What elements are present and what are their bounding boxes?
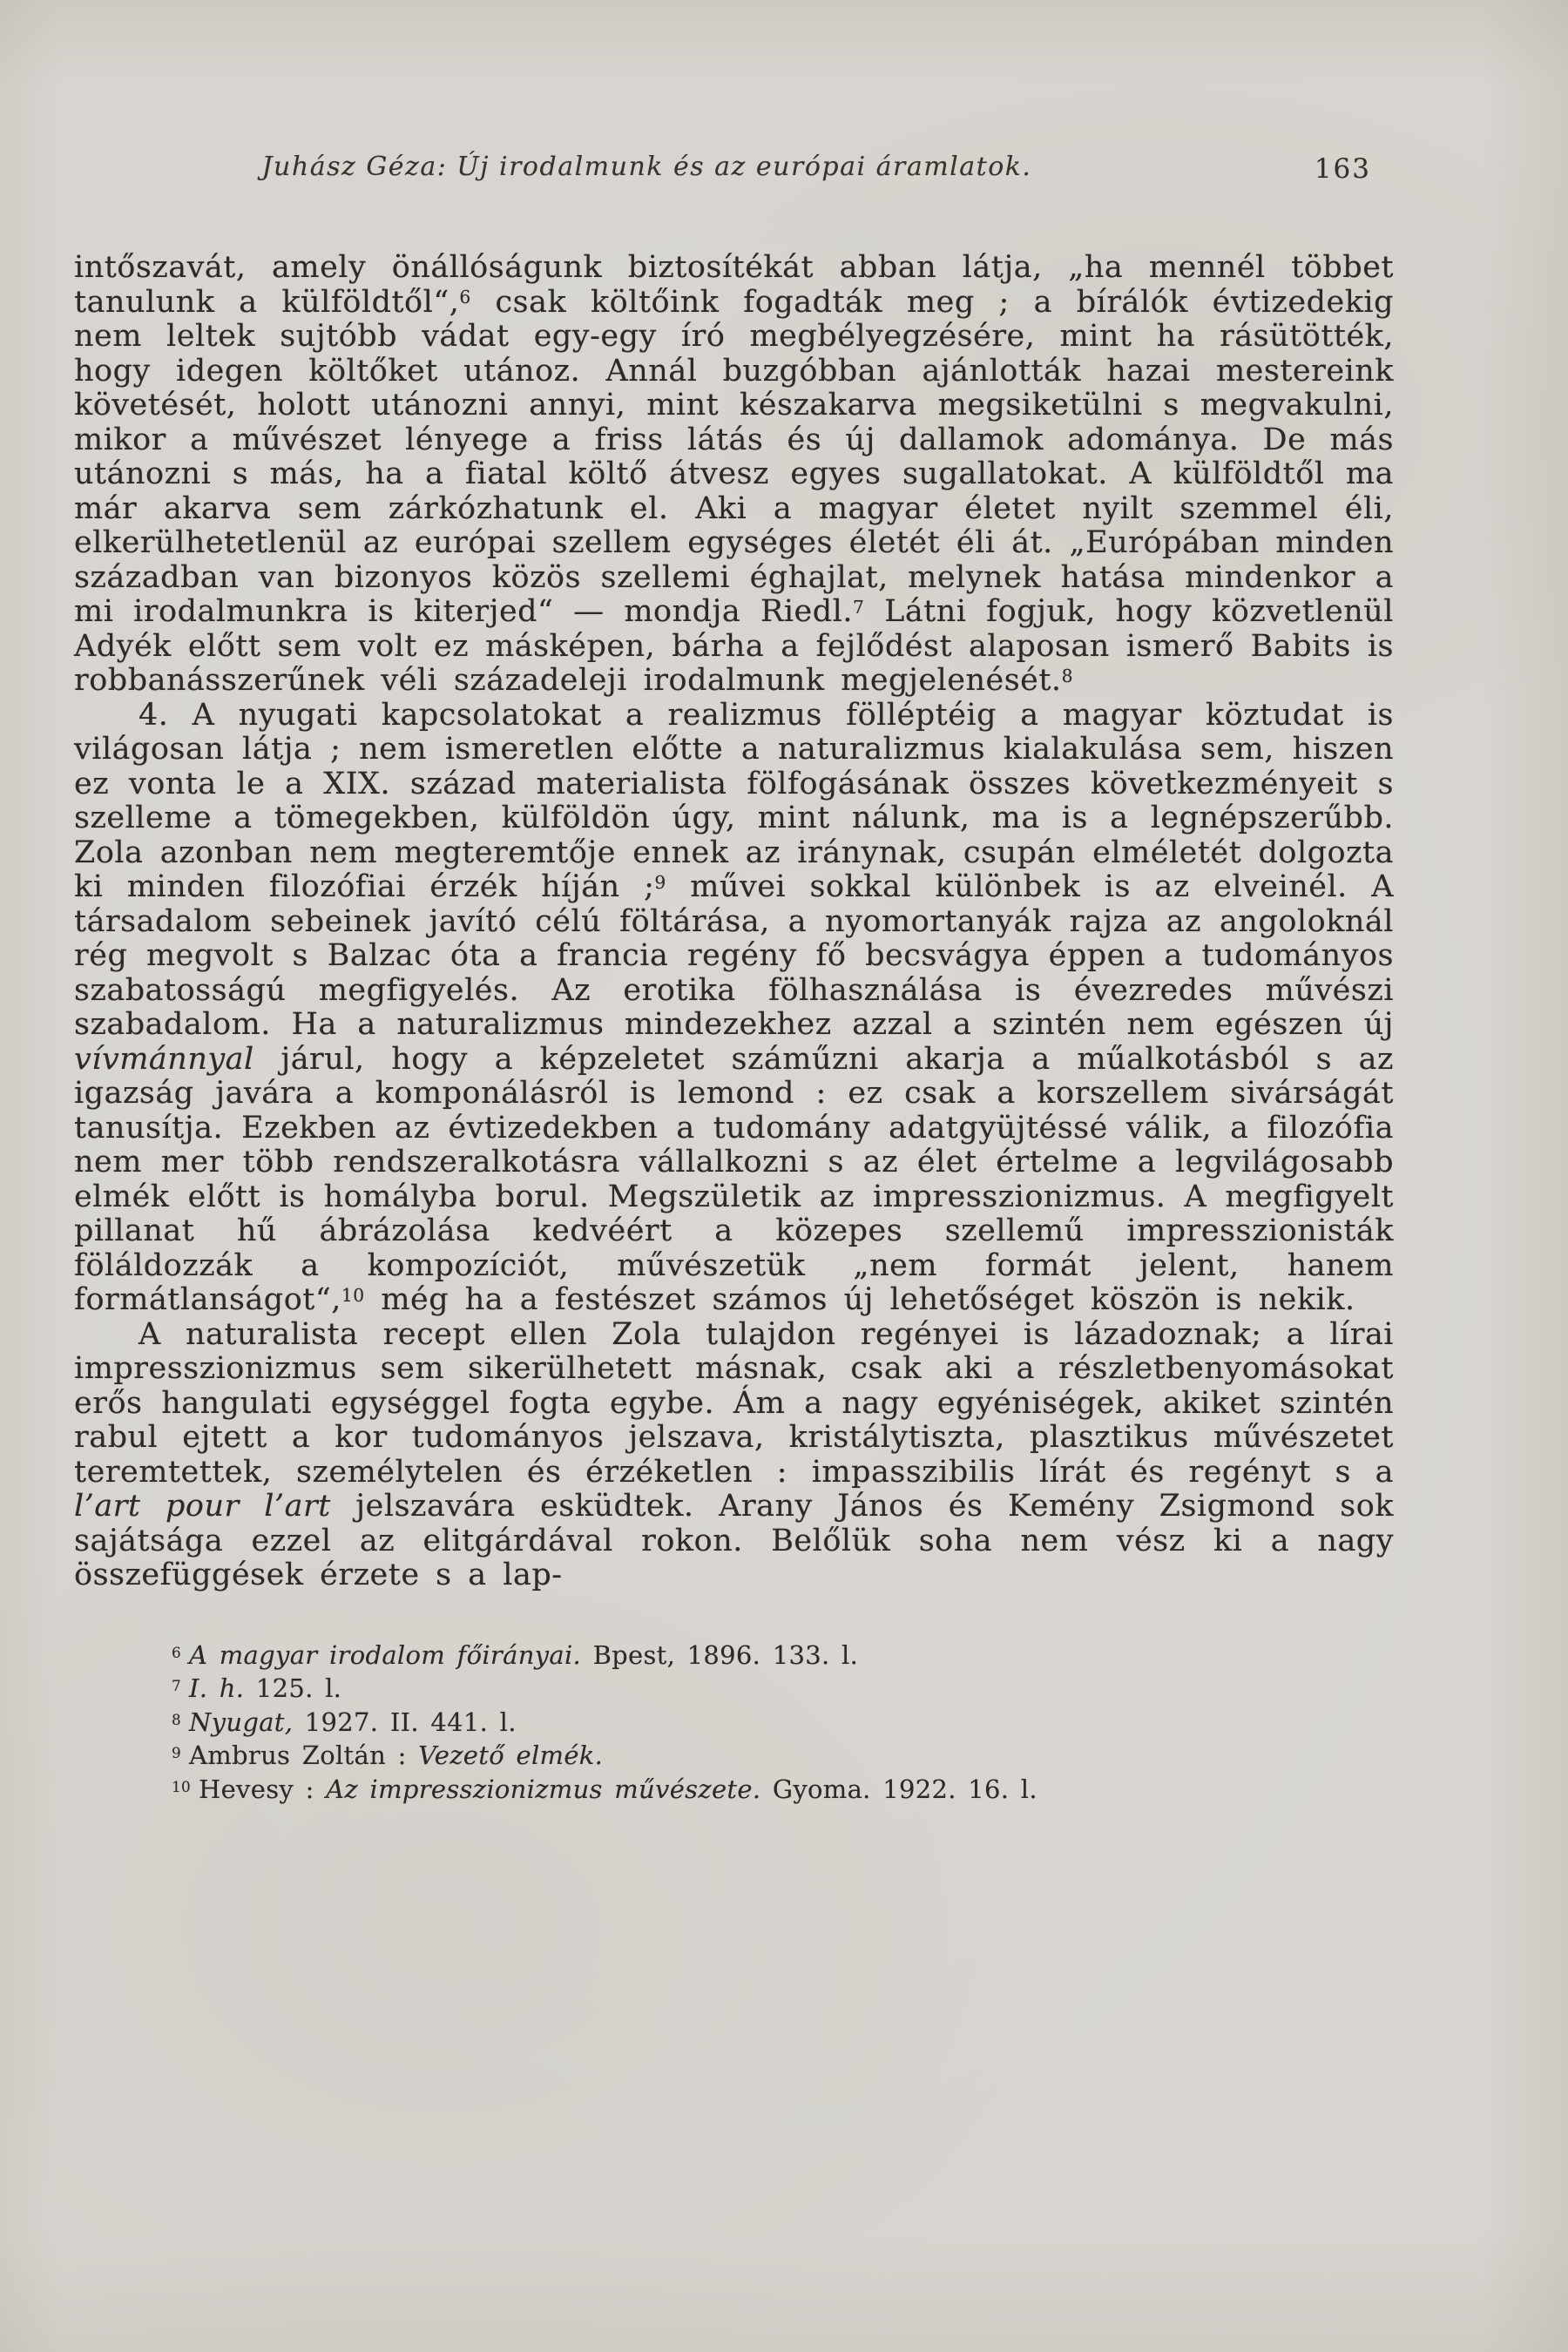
text-run: művei sokkal különbek is az elveinél. A társadalom sebeinek javító célú föltárása, a nyomortanyák rajza az angoloknál rég megvolt s Balzac óta a francia regény fő becsvágya éppen a tudományos szabatosságú megfigyelés. Az erotika fölhasználása is évezredes művészi szabadalom. Ha a naturalizmus mindezekhez azzal a szintén nem egészen új	[74, 869, 1394, 1042]
running-title: Juhász Géza: Új irodalmunk és az európai áramlatok.	[261, 152, 1032, 182]
text-run: Látni fogjuk, hogy közvetlenül Adyék előtt sem volt ez másképen, bárha a fejlődést alaposan ismerő Babits is robbanásszerűnek véli századeleji irodalmunk megjelenését.	[74, 594, 1394, 698]
footnote-text	[189, 1740, 603, 1770]
text-run: Ambrus Zoltán :	[189, 1740, 419, 1770]
paragraph-continuation	[74, 251, 1394, 699]
text-run: jelszavára esküdtek. Arany János és Kemény Zsigmond sok sajátsága ezzel az elitgárdával rokon. Belőlük soha nem vész ki a nagy összefüggések érzete s a lap-	[74, 1489, 1395, 1592]
page-header	[74, 152, 1394, 193]
footnote-reference: 10	[341, 1284, 365, 1306]
paragraph-section-4	[74, 699, 1394, 1318]
footnote	[172, 1739, 1394, 1773]
text-run: intőszavát, amely önállóságunk biztosítékát abban látja, „ha mennél többet tanulunk a külföldtől“,	[74, 250, 1394, 320]
footnote-marker: 9	[172, 1744, 181, 1762]
text-run: 4. A nyugati kapcsolatokat a realizmus fölléptéig a magyar köztudat is világosan látja ; nem ismeretlen előtte a naturalizmus kialakulása sem, hiszen ez vonta le a XIX. század materialista fölfogásának összes következményeit s szelleme a tömegekben, külföldön úgy, mint nálunk, ma is a legnépszerűbb. Zola azonban nem megteremtője ennek az iránynak, csupán elméletét dolgozta ki minden filozófiai érzék híján ;	[74, 697, 1394, 904]
text-run: Gyoma. 1922. 16. l.	[760, 1774, 1037, 1804]
footnote-reference: 8	[1061, 665, 1073, 686]
page-number: 163	[1314, 153, 1371, 185]
footnote	[172, 1773, 1394, 1807]
text-run: 125. l.	[244, 1673, 342, 1703]
italic-text-run: Vezető elmék.	[418, 1740, 604, 1770]
footnote-marker: 6	[172, 1643, 181, 1661]
italic-text-run: I. h.	[189, 1673, 245, 1703]
italic-text-run: Az impresszionizmus művészete.	[326, 1774, 761, 1804]
page-content	[74, 251, 1394, 1806]
footnote-text	[189, 1640, 858, 1670]
footnote-marker: 7	[172, 1677, 181, 1695]
footnote	[172, 1639, 1394, 1673]
italic-text-run: A magyar irodalom főirányai.	[189, 1639, 582, 1670]
footnote-marker: 8	[172, 1710, 181, 1728]
footnote-text	[189, 1673, 341, 1703]
text-run: Bpest, 1896. 133. l.	[581, 1639, 859, 1670]
footnote	[172, 1672, 1394, 1706]
footnote	[172, 1706, 1394, 1740]
text-run: még ha a festészet számos új lehetőséget köszön is nekik.	[364, 1282, 1355, 1317]
footnote-text	[189, 1707, 517, 1737]
text-run: Hevesy :	[199, 1774, 327, 1804]
italic-text-run: l’art pour l’art	[74, 1489, 331, 1524]
text-run: 1927. II. 441. l.	[293, 1707, 517, 1737]
footnotes	[74, 1639, 1394, 1807]
text-run: járul, hogy a képzeletet száműzni akarja a műalkotásból s az igazság javára a komponálásról is lemond : ez csak a korszellem sivárságát tanusítja. Ezekben az évtizedekben a tudomány adatgyüjtéssé válik, a filozófia nem mer több rendszeralkotásra vállalkozni s az élet értelme a legvilágosabb elmék előtt is homályba borul. Megszületik az impresszionizmus. A megfigyelt pillanat hű ábrázolása kedvéért a közepes szellemű impresszionisták föláldozzák a kompozíciót, művészetük „nem formát jelent, hanem formátlanságot“,	[74, 1041, 1394, 1317]
footnote-reference: 6	[459, 287, 471, 308]
footnote-marker: 10	[172, 1777, 191, 1795]
footnote-reference: 9	[654, 871, 666, 893]
italic-text-run: Nyugat,	[189, 1707, 294, 1737]
paragraph-naturalist-recipe	[74, 1318, 1394, 1593]
text-run: csak költőink fogadták meg ; a bírálók évtizedekig nem leltek sujtóbb vádat egy-egy író megbélyegzésére, mint ha rásütötték, hogy idegen költőket utánoz. Annál buzgóbban ajánlották hazai mestereink követését, holott utánozni annyi, mint készakarva megsiketülni s megvakulni, mikor a művészet lényege a friss látás és új dallamok adománya. De más utánozni s más, ha a fiatal költő átvesz egyes sugallatokat. A külföldtől ma már akarva sem zárkózhatunk el. Aki a magyar életet nyilt szemmel éli, elkerülhetetlenül az európai szellem egységes életét éli át. „Európában minden században van bizonyos közös szellemi éghajlat, melynek hatása mindenkor a mi irodalmunkra is kiterjed“ — mondja Riedl.	[74, 284, 1395, 629]
text-run: A naturalista recept ellen Zola tulajdon regényei is lázadoznak; a lírai impresszionizmus sem sikerülhetett másnak, csak aki a részletbenyomásokat erős hangulati egységgel fogta egybe. Ám a nagy egyéniségek, akiket szintén rabul ejtett a kor tudományos jelszava, kristálytiszta, plasztikus művészetet teremtettek, személytelen és érzéketlen : impasszibilis lírát és regényt s a	[74, 1316, 1394, 1490]
footnote-reference: 7	[852, 596, 865, 618]
italic-text-run: vívmánnyal	[74, 1041, 254, 1077]
footnote-text	[199, 1774, 1037, 1804]
body-text	[74, 251, 1394, 1593]
